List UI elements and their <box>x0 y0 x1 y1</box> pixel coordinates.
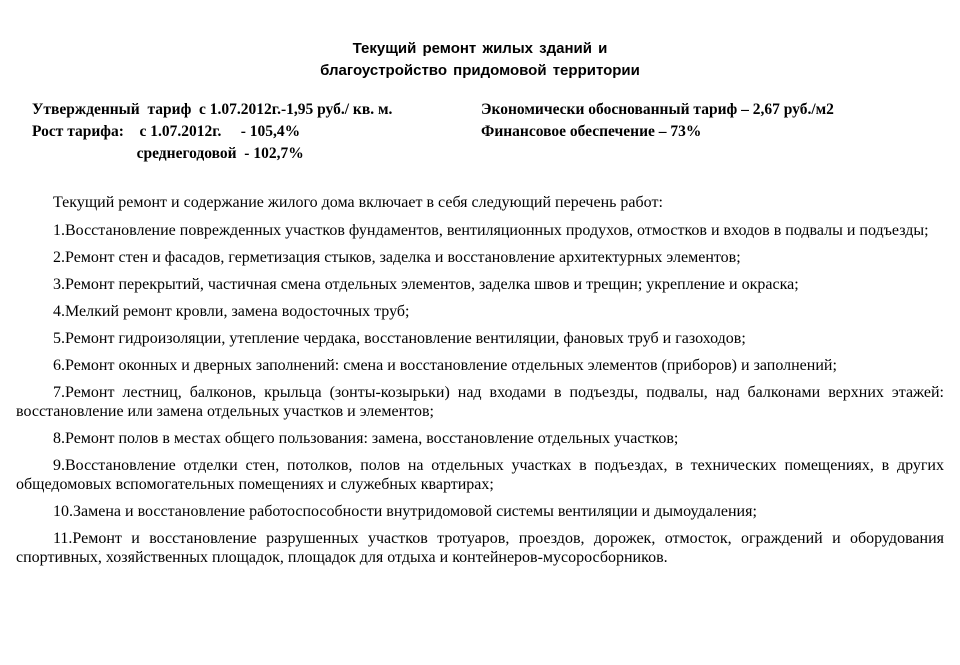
work-item-6: 6.Ремонт оконных и дверных заполнений: смена и восстановление отдельных элементов (приборов) и заполнений; <box>53 357 837 374</box>
financial-coverage: Финансовое обеспечение – 73% <box>481 123 702 140</box>
work-item-3: 3.Ремонт перекрытий, частичная смена отдельных элементов, заделка швов и трещин; укрепление и окраска; <box>53 276 799 293</box>
title-line-2: благоустройство придомовой территории <box>320 62 640 79</box>
work-item-4: 4.Мелкий ремонт кровли, замена водосточных труб; <box>53 303 410 320</box>
work-item-8: 8.Ремонт полов в местах общего пользования: замена, восстановление отдельных участков; <box>53 430 679 447</box>
work-item-7: 7.Ремонт лестниц, балконов, крыльца (зонты-козырьки) над входами в подъезды, подвалы, над балконами верхних этажей: восстановление или замена отдельных участков и элементов; <box>16 384 944 420</box>
work-item-5: 5.Ремонт гидроизоляции, утепление чердака, восстановление вентиляции, фановых труб и газоходов; <box>53 330 746 347</box>
tariff-left-column <box>32 99 472 165</box>
work-list <box>16 193 944 575</box>
tariff-growth: Рост тарифа: с 1.07.2012г. - 105,4% <box>32 123 301 140</box>
document-title <box>0 38 960 82</box>
approved-tariff: Утвержденный тариф с 1.07.2012г.-1,95 руб./ кв. м. <box>32 101 393 118</box>
intro-paragraph: Текущий ремонт и содержание жилого дома включает в себя следующий перечень работ: <box>53 194 663 211</box>
work-item-11: 11.Ремонт и восстановление разрушенных участков тротуаров, проездов, дорожек, отмосток, ограждений и оборудования спортивных, хозяйственных площадок, площадок для отдыха и контейнеров-мусоросборников. <box>16 530 944 566</box>
tariff-right-column <box>481 99 921 143</box>
work-item-2: 2.Ремонт стен и фасадов, герметизация стыков, заделка и восстановление архитектурных элементов; <box>53 249 741 266</box>
title-line-1: Текущий ремонт жилых зданий и <box>352 40 608 57</box>
work-item-10: 10.Замена и восстановление работоспособности внутридомовой системы вентиляции и дымоудаления; <box>53 503 757 520</box>
tariff-growth-annual: среднегодовой - 102,7% <box>32 145 304 162</box>
economic-tariff: Экономически обоснованный тариф – 2,67 руб./м2 <box>481 101 834 118</box>
work-item-1: 1.Восстановление поврежденных участков фундаментов, вентиляционных продухов, отмостков и входов в подвалы и подъезды; <box>53 222 929 239</box>
work-item-9: 9.Восстановление отделки стен, потолков, полов на отдельных участках в подъездах, в технических помещениях, в других общедомовых вспомогательных помещениях и служебных квартирах; <box>16 457 944 493</box>
